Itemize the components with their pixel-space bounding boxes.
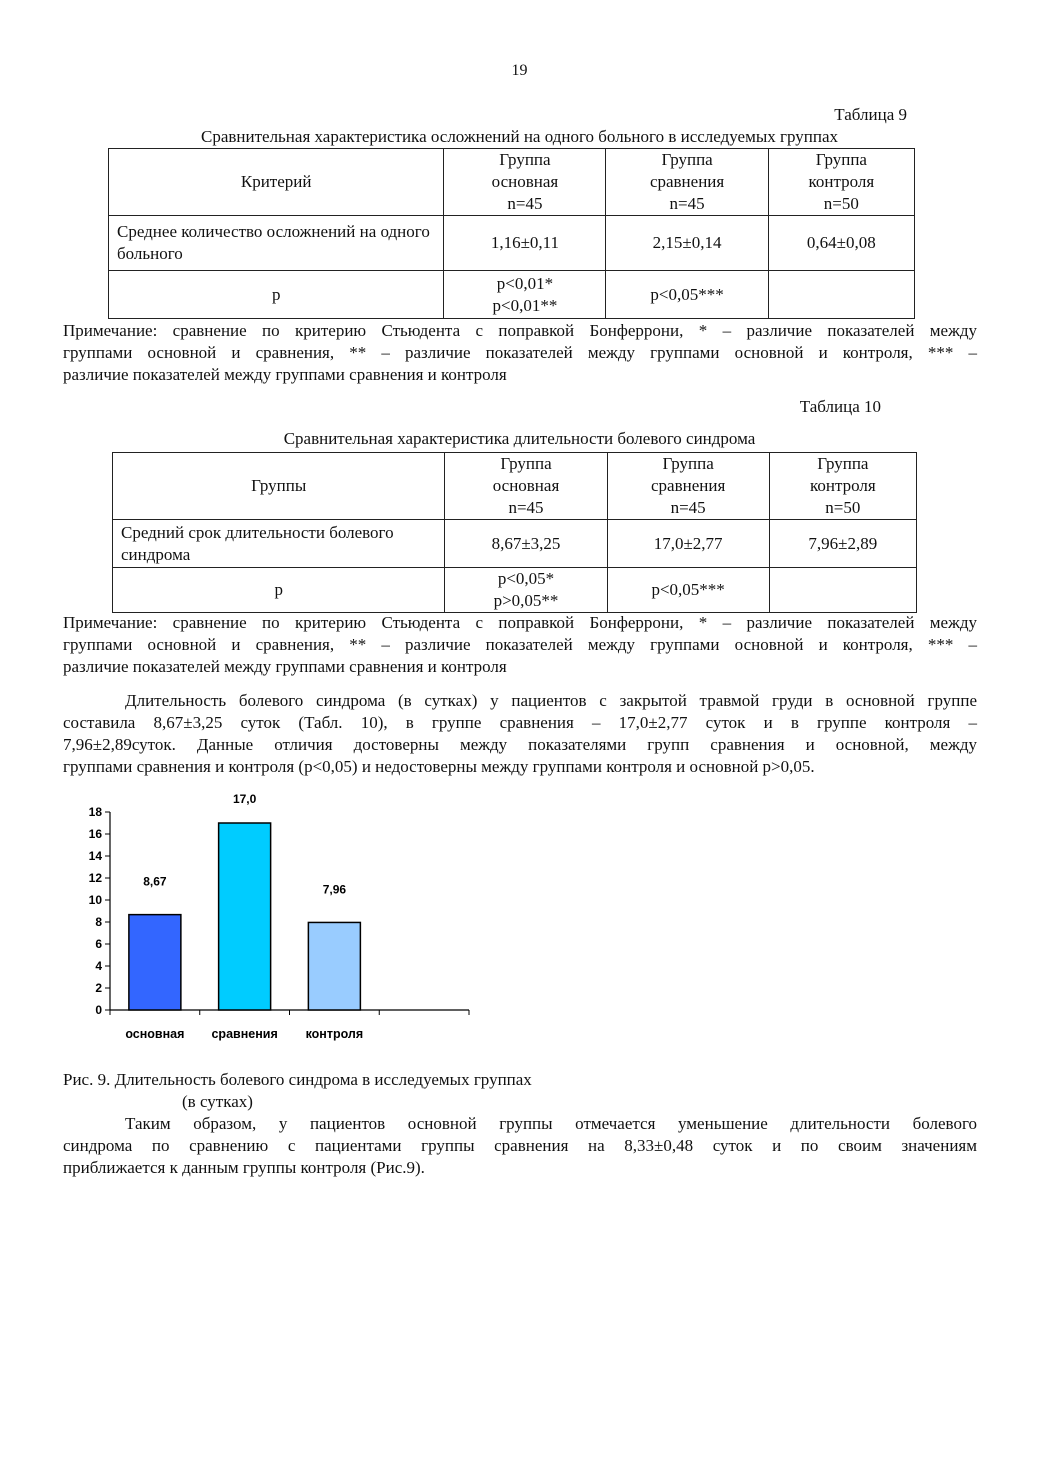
table9-row2-comparison: p<0,05***: [606, 271, 768, 319]
bar: [219, 823, 271, 1010]
table10-row2-main: p<0,05* p>0,05**: [445, 568, 607, 613]
table10-header-comparison: Группа сравнения n=45: [607, 453, 769, 520]
y-tick-label: 16: [88, 827, 102, 841]
table9-header-control: Группа контроля n=50: [768, 149, 914, 216]
y-tick-label: 18: [88, 805, 102, 819]
table9-note-line: Примечание: сравнение по критерию Стьюдента с поправкой Бонферрони, * – различие показателей между: [63, 321, 977, 340]
pain-duration-bar-chart: [60, 780, 480, 1050]
y-tick-label: 0: [95, 1003, 102, 1017]
table9-label: Таблица 9: [834, 105, 907, 124]
table10-header-control: Группа контроля n=50: [769, 453, 916, 520]
y-tick-label: 4: [95, 959, 102, 973]
table10: [112, 452, 917, 613]
table9-row1-control: 0,64±0,08: [768, 216, 914, 271]
table10-row1-main: 8,67±3,25: [445, 520, 607, 568]
paragraph-line: 7,96±2,89суток. Данные отличия достоверны между показателями групп сравнения и основной, между: [63, 735, 977, 754]
table9-header-main: Группа основная n=45: [444, 149, 606, 216]
table10-note-line: группами основной и сравнения, ** – различие показателей между группами основной и контроля, *** –: [63, 635, 977, 654]
table9-title: Сравнительная характеристика осложнений на одного больного в исследуемых группах: [200, 127, 838, 146]
table10-row1-comparison: 17,0±2,77: [607, 520, 769, 568]
table9-row2-label: p: [109, 271, 444, 319]
table9-row2-control: [768, 271, 914, 319]
table10-note-line: Примечание: сравнение по критерию Стьюдента с поправкой Бонферрони, * – различие показателей между: [63, 613, 977, 632]
table10-row2-comparison: p<0,05***: [607, 568, 769, 613]
table10-title: Сравнительная характеристика длительности болевого синдрома: [283, 429, 756, 448]
table9-row1-main: 1,16±0,11: [444, 216, 606, 271]
table9-note: [63, 320, 977, 386]
paragraph-line: составила 8,67±3,25 суток (Табл. 10), в группе сравнения – 17,0±2,77 суток и в группе контроля –: [63, 713, 977, 732]
table10-row2-label: p: [113, 568, 445, 613]
x-category-label: контроля: [305, 1027, 364, 1041]
table10-label: Таблица 10: [799, 397, 881, 416]
table-row: [109, 216, 915, 271]
table9-note-line: различие показателей между группами сравнения и контроля: [63, 365, 507, 384]
data-label: 8,67: [143, 874, 167, 889]
paragraph-conclusion: [63, 1113, 977, 1179]
table9: [108, 148, 915, 319]
paragraph-line: Длительность болевого синдрома (в сутках) у пациентов с закрытой травмой груди в основной группе: [125, 691, 977, 710]
table9-header-row: [109, 149, 915, 216]
y-tick-label: 10: [88, 893, 102, 907]
table10-row1-label: Средний срок длительности болевого синдрома: [113, 520, 445, 568]
paragraph-line: синдрома по сравнению с пациентами группы сравнения на 8,33±0,48 суток и по своим значениям: [63, 1136, 977, 1155]
page-number: 19: [511, 62, 528, 79]
table9-header-criterion: Критерий: [109, 149, 444, 216]
data-label: 7,96: [322, 882, 347, 897]
table10-note-line: различие показателей между группами сравнения и контроля: [63, 657, 507, 676]
table10-header-groups: Группы: [113, 453, 445, 520]
y-tick-label: 2: [95, 981, 102, 995]
table-row: [109, 271, 915, 319]
paragraph-line: Таким образом, у пациентов основной группы отмечается уменьшение длительности болевого: [125, 1114, 977, 1133]
table9-header-comparison: Группа сравнения n=45: [606, 149, 768, 216]
figure-caption: Рис. 9. Длительность болевого синдрома в исследуемых группах: [63, 1070, 532, 1089]
bar: [308, 922, 360, 1010]
x-category-label: сравнения: [211, 1027, 278, 1041]
y-tick-label: 6: [95, 937, 102, 951]
y-tick-label: 12: [88, 871, 102, 885]
y-tick-label: 8: [95, 915, 102, 929]
table-row: [113, 520, 917, 568]
figure-caption-units: (в сутках): [182, 1092, 253, 1111]
paragraph-pain-duration: [63, 690, 977, 778]
table9-row1-label: Среднее количество осложнений на одного больного: [109, 216, 444, 271]
table9-row1-comparison: 2,15±0,14: [606, 216, 768, 271]
table10-row1-control: 7,96±2,89: [769, 520, 916, 568]
table9-row2-main: p<0,01* p<0,01**: [444, 271, 606, 319]
data-label: 17,0: [232, 792, 257, 806]
table10-row2-control: [769, 568, 916, 613]
table10-header-row: [113, 453, 917, 520]
y-tick-label: 14: [88, 849, 102, 863]
bar: [129, 915, 181, 1010]
table10-header-main: Группа основная n=45: [445, 453, 607, 520]
paragraph-line: приближается к данным группы контроля (Рис.9).: [63, 1158, 425, 1177]
table10-note: [63, 612, 977, 678]
paragraph-line: группами сравнения и контроля (p<0,05) и недостоверны между группами контроля и основной p>0,05.: [63, 757, 815, 776]
table-row: [113, 568, 917, 613]
table9-note-line: группами основной и сравнения, ** – различие показателей между группами основной и контроля, *** –: [63, 343, 977, 362]
x-category-label: основная: [125, 1027, 185, 1041]
